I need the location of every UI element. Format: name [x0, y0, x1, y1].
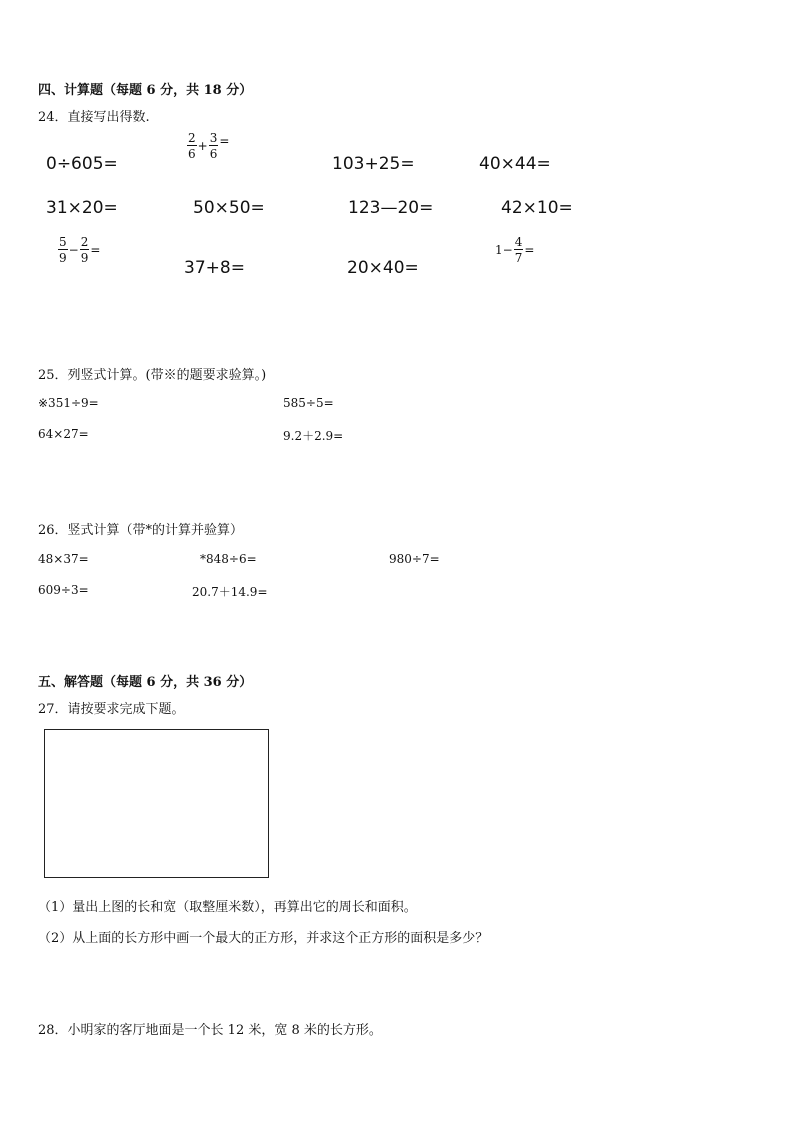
question-25-label: 25．列竖式计算。(带※的题要求验算。) — [38, 368, 267, 383]
q26-item-3: 980÷7= — [389, 552, 440, 566]
operator: − — [68, 243, 79, 257]
fraction — [80, 236, 90, 264]
denominator: 9 — [59, 251, 67, 265]
equals-sign: = — [524, 243, 535, 257]
q24-row3-b: 37+8= — [184, 258, 245, 278]
question-27-label: 27．请按要求完成下题。 — [38, 702, 185, 717]
numerator: 4 — [514, 235, 523, 249]
q26-item-1: 48×37= — [38, 552, 89, 566]
q24-row2-c: 123—20= — [348, 198, 434, 218]
q25-item-4: 9.2＋2.9= — [283, 429, 344, 443]
numerator: 2 — [188, 131, 196, 145]
numerator: 3 — [209, 131, 218, 145]
q26-item-2: *848÷6= — [200, 552, 257, 566]
q26-item-4: 609÷3= — [38, 583, 89, 597]
equals-sign: = — [219, 134, 230, 148]
question-28-label: 28．小明家的客厅地面是一个长 12 米，宽 8 米的长方形。 — [38, 1023, 382, 1038]
numerator: 2 — [80, 235, 89, 249]
q24-row3-a-fraction-expr — [58, 236, 101, 264]
fraction — [209, 132, 219, 160]
q27-sub-2: （2）从上面的长方形中画一个最大的正方形，并求这个正方形的面积是多少？ — [38, 931, 489, 946]
operator: 1− — [495, 243, 513, 257]
q24-row1-c: 103+25= — [332, 154, 415, 174]
fraction — [187, 132, 197, 160]
operator: + — [197, 139, 208, 153]
section4-title: 四、计算题（每题 6 分，共 18 分） — [38, 83, 253, 98]
fraction — [514, 236, 524, 264]
q24-row3-c: 20×40= — [347, 258, 419, 278]
question-26-label: 26．竖式计算（带*的计算并验算） — [38, 523, 244, 538]
q24-row1-a: 0÷605= — [46, 154, 118, 174]
q24-row2-d: 42×10= — [501, 198, 573, 218]
numerator: 5 — [59, 235, 67, 249]
q25-item-1: ※351÷9= — [38, 396, 99, 410]
q26-item-5: 20.7＋14.9= — [192, 585, 268, 599]
q24-row2-b: 50×50= — [193, 198, 265, 218]
q24-row3-d-fraction-expr — [494, 236, 535, 264]
denominator: 7 — [514, 251, 523, 265]
q25-item-2: 585÷5= — [283, 396, 334, 410]
q24-row2-a: 31×20= — [46, 198, 118, 218]
denominator: 6 — [209, 147, 218, 161]
q27-sub-1: （1）量出上图的长和宽（取整厘米数），再算出它的周长和面积。 — [38, 900, 417, 915]
denominator: 9 — [80, 251, 89, 265]
denominator: 6 — [188, 147, 196, 161]
section5-title: 五、解答题（每题 6 分，共 36 分） — [38, 675, 253, 690]
q24-row1-b-fraction-expr — [187, 132, 230, 160]
question-24-label: 24．直接写出得数. — [38, 110, 150, 125]
equals-sign: = — [90, 243, 101, 257]
rectangle-figure — [44, 729, 269, 878]
q24-row1-d: 40×44= — [479, 154, 551, 174]
fraction — [58, 236, 68, 264]
q25-item-3: 64×27= — [38, 427, 89, 441]
